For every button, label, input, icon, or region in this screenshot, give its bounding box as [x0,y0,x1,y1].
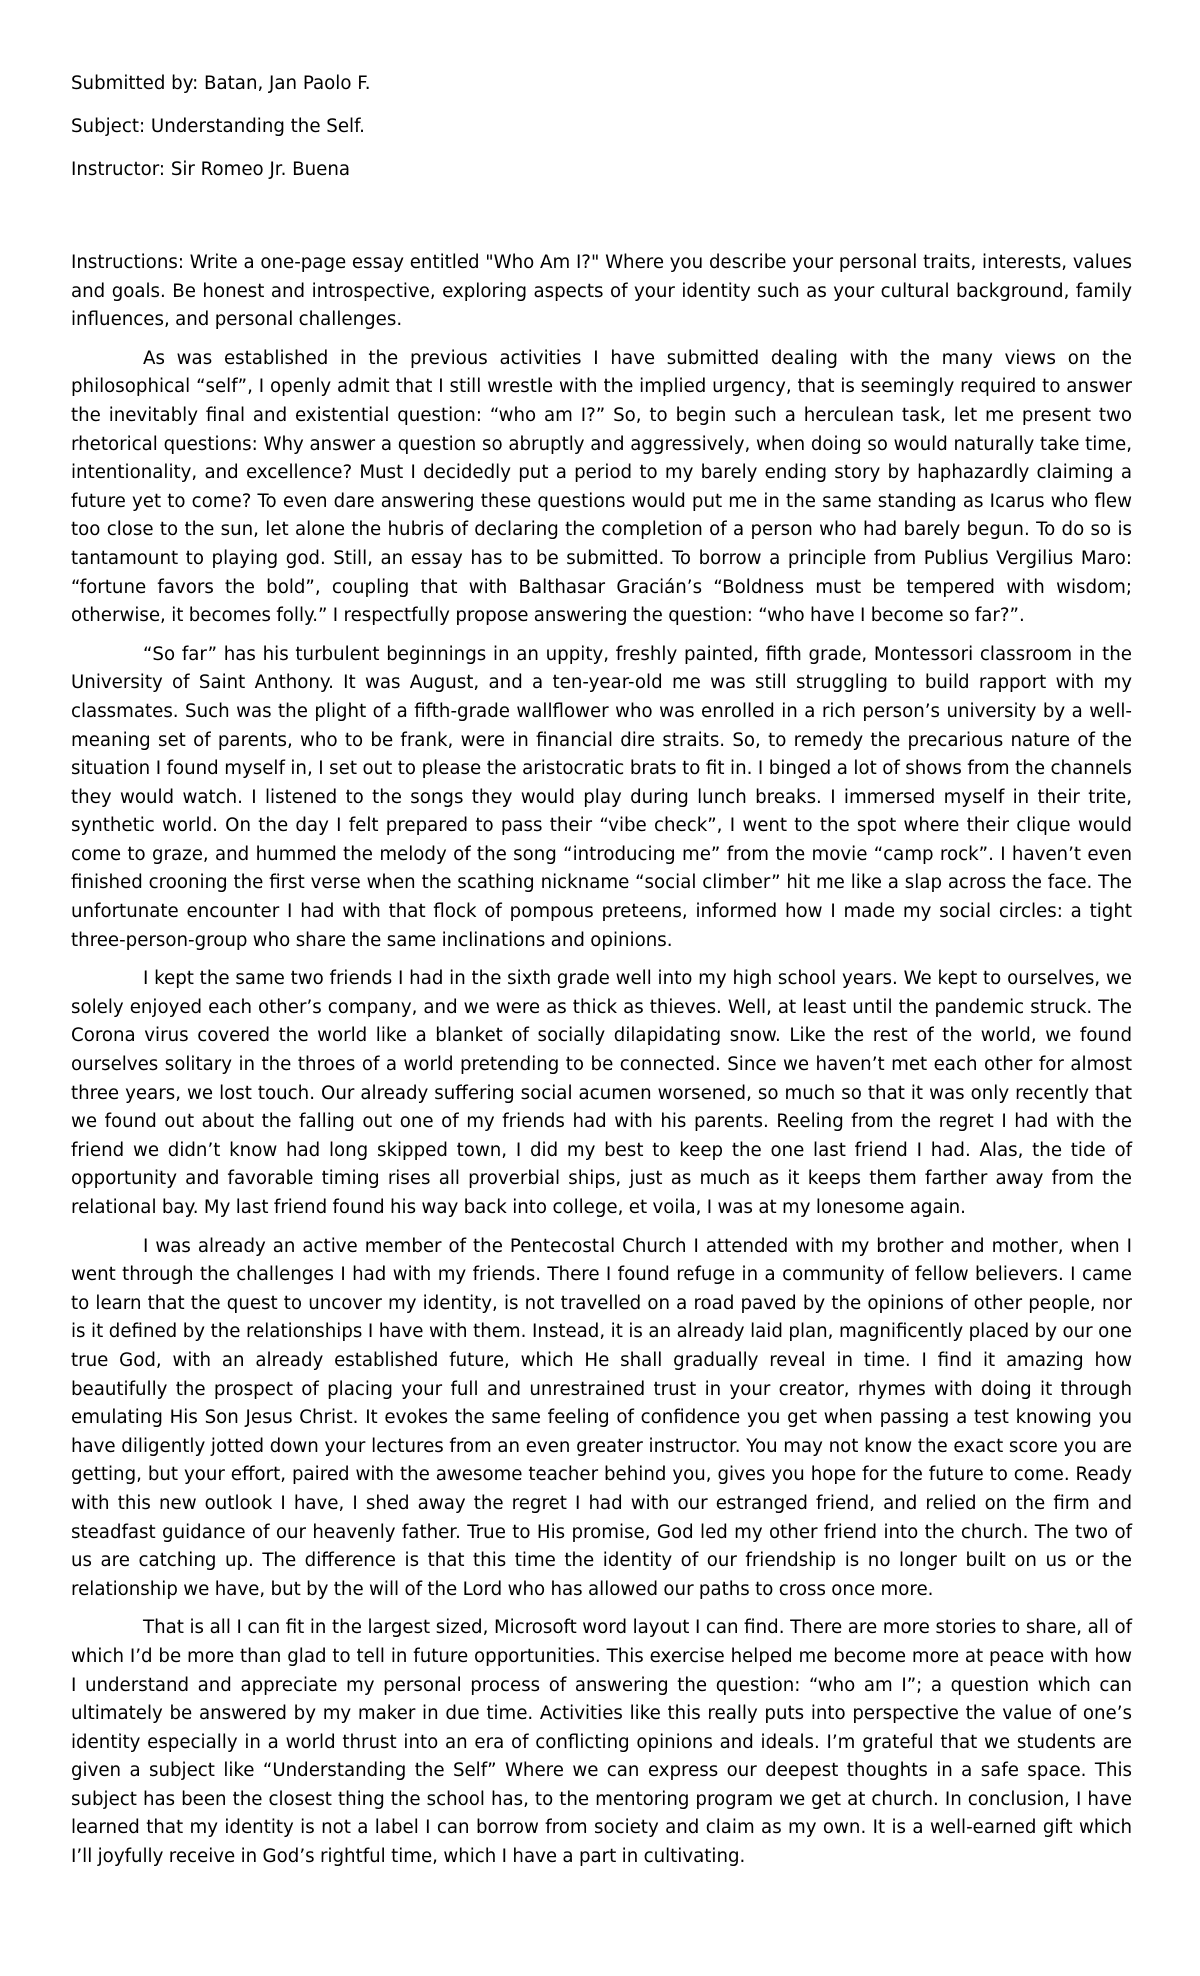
essay-paragraph-4: I was already an active member of the Pentecostal Church I attended with my brother and mother, when I went through the challenges I had with my friends. There I found refuge in a community of fellow believers. I came to learn that the quest to uncover my identity, is not travelled on a road paved by the opinions of other people, nor is it defined by the relationships I have with them. Instead, it is an already laid plan, magnificently placed by our one true God, with an already established future, which He shall gradually reveal in time. I find it amazing how beautifully the prospect of placing your full and unrestrained trust in your creator, rhymes with doing it through emulating His Son Jesus Christ. It evokes the same feeling of confidence you get when passing a test knowing you have diligently jotted down your lectures from an even greater instructor. You may not know the exact score you are getting, but your effort, paired with the awesome teacher behind you, gives you hope for the future to come. Ready with this new outlook I have, I shed away the regret I had with our estranged friend, and relied on the firm and steadfast guidance of our heavenly father. True to His promise, God led my other friend into the church. The two of us are catching up. The difference is that this time the identity of our friendship is no longer built on us or the relationship we have, but by the will of the Lord who has allowed our paths to cross once more. [71,1235,1132,1600]
essay-body [71,249,1132,1882]
essay-paragraph-5: That is all I can fit in the largest sized, Microsoft word layout I can find. There are more stories to share, all of which I’d be more than glad to tell in future opportunities. This exercise helped me become more at peace with how I understand and appreciate my personal process of answering the question: “who am I”; a question which can ultimately be answered by my maker in due time. Activities like this really puts into perspective the value of one’s identity especially in a world thrust into an era of conflicting opinions and ideals. I’m grateful that we students are given a subject like “Understanding the Self” Where we can express our deepest thoughts in a safe space. This subject has been the closest thing the school has, to the mentoring program we get at church. In conclusion, I have learned that my identity is not a label I can borrow from society and claim as my own. It is a well-earned gift which I’ll joyfully receive in God’s rightful time, which I have a part in cultivating. [71,1617,1132,1868]
essay-paragraph-1: As was established in the previous activities I have submitted dealing with the many views on the philosophical “self”, I openly admit that I still wrestle with the implied urgency, that is seemingly required to answer the inevitably final and existential question: “who am I?” So, to begin such a herculean task, let me present two rhetorical questions: Why answer a question so abruptly and aggressively, when doing so would naturally take time, intentionality, and excellence? Must I decidedly put a period to my barely ending story by haphazardly claiming a future yet to come? To even dare answering these questions would put me in the same standing as Icarus who flew too close to the sun, let alone the hubris of declaring the completion of a person who had barely begun. To do so is tantamount to playing god. Still, an essay has to be submitted. To borrow a principle from Publius Vergilius Maro: “fortune favors the bold”, coupling that with Balthasar Gracián’s “Boldness must be tempered with wisdom; otherwise, it becomes folly.” I respectfully propose answering the question: “who have I become so far?”. [71,347,1132,627]
submission-header [71,72,1131,201]
instructor-line: Instructor: Sir Romeo Jr. Buena [71,159,351,180]
essay-paragraph-2: “So far” has his turbulent beginnings in an uppity, freshly painted, fifth grade, Montessori classroom in the University of Saint Anthony. It was August, and a ten-year-old me was still struggling to build rapport with my classmates. Such was the plight of a fifth-grade wallflower who was enrolled in a rich person’s university by a well-meaning set of parents, who to be frank, were in financial dire straits. So, to remedy the precarious nature of the situation I found myself in, I set out to please the aristocratic brats to fit in. I binged a lot of shows from the channels they would watch. I listened to the songs they would play during lunch breaks. I immersed myself in their trite, synthetic world. On the day I felt prepared to pass their “vibe check”, I went to the spot where their clique would come to graze, and hummed the melody of the song “introducing me” from the movie “camp rock”. I haven’t even finished crooning the first verse when the scathing nickname “social climber” hit me like a slap across the face. The unfortunate encounter I had with that flock of pompous preteens, informed how I made my social circles: a tight three-person-group who share the same inclinations and opinions. [71,643,1132,951]
subject-line: Subject: Understanding the Self. [71,116,365,137]
essay-paragraph-3: I kept the same two friends I had in the sixth grade well into my high school years. We kept to ourselves, we solely enjoyed each other’s company, and we were as thick as thieves. Well, at least until the pandemic struck. The Corona virus covered the world like a blanket of socially dilapidating snow. Like the rest of the world, we found ourselves solitary in the throes of a world pretending to be connected. Since we haven’t met each other for almost three years, we lost touch. Our already suffering social acumen worsened, so much so that it was only recently that we found out about the falling out one of my friends had with his parents. Reeling from the regret I had with the friend we didn’t know had long skipped town, I did my best to keep the one last friend I had. Alas, the tide of opportunity and favorable timing rises all proverbial ships, just as much as it keeps them farther away from the relational bay. My last friend found his way back into college, et voila, I was at my lonesome again. [71,968,1132,1218]
instructions-paragraph: Instructions: Write a one-page essay entitled "Who Am I?" Where you describe your personal traits, interests, values and goals. Be honest and introspective, exploring aspects of your identity such as your cultural background, family influences, and personal challenges. [71,252,1132,331]
submitted-by-line: Submitted by: Batan, Jan Paolo F. [71,73,371,94]
